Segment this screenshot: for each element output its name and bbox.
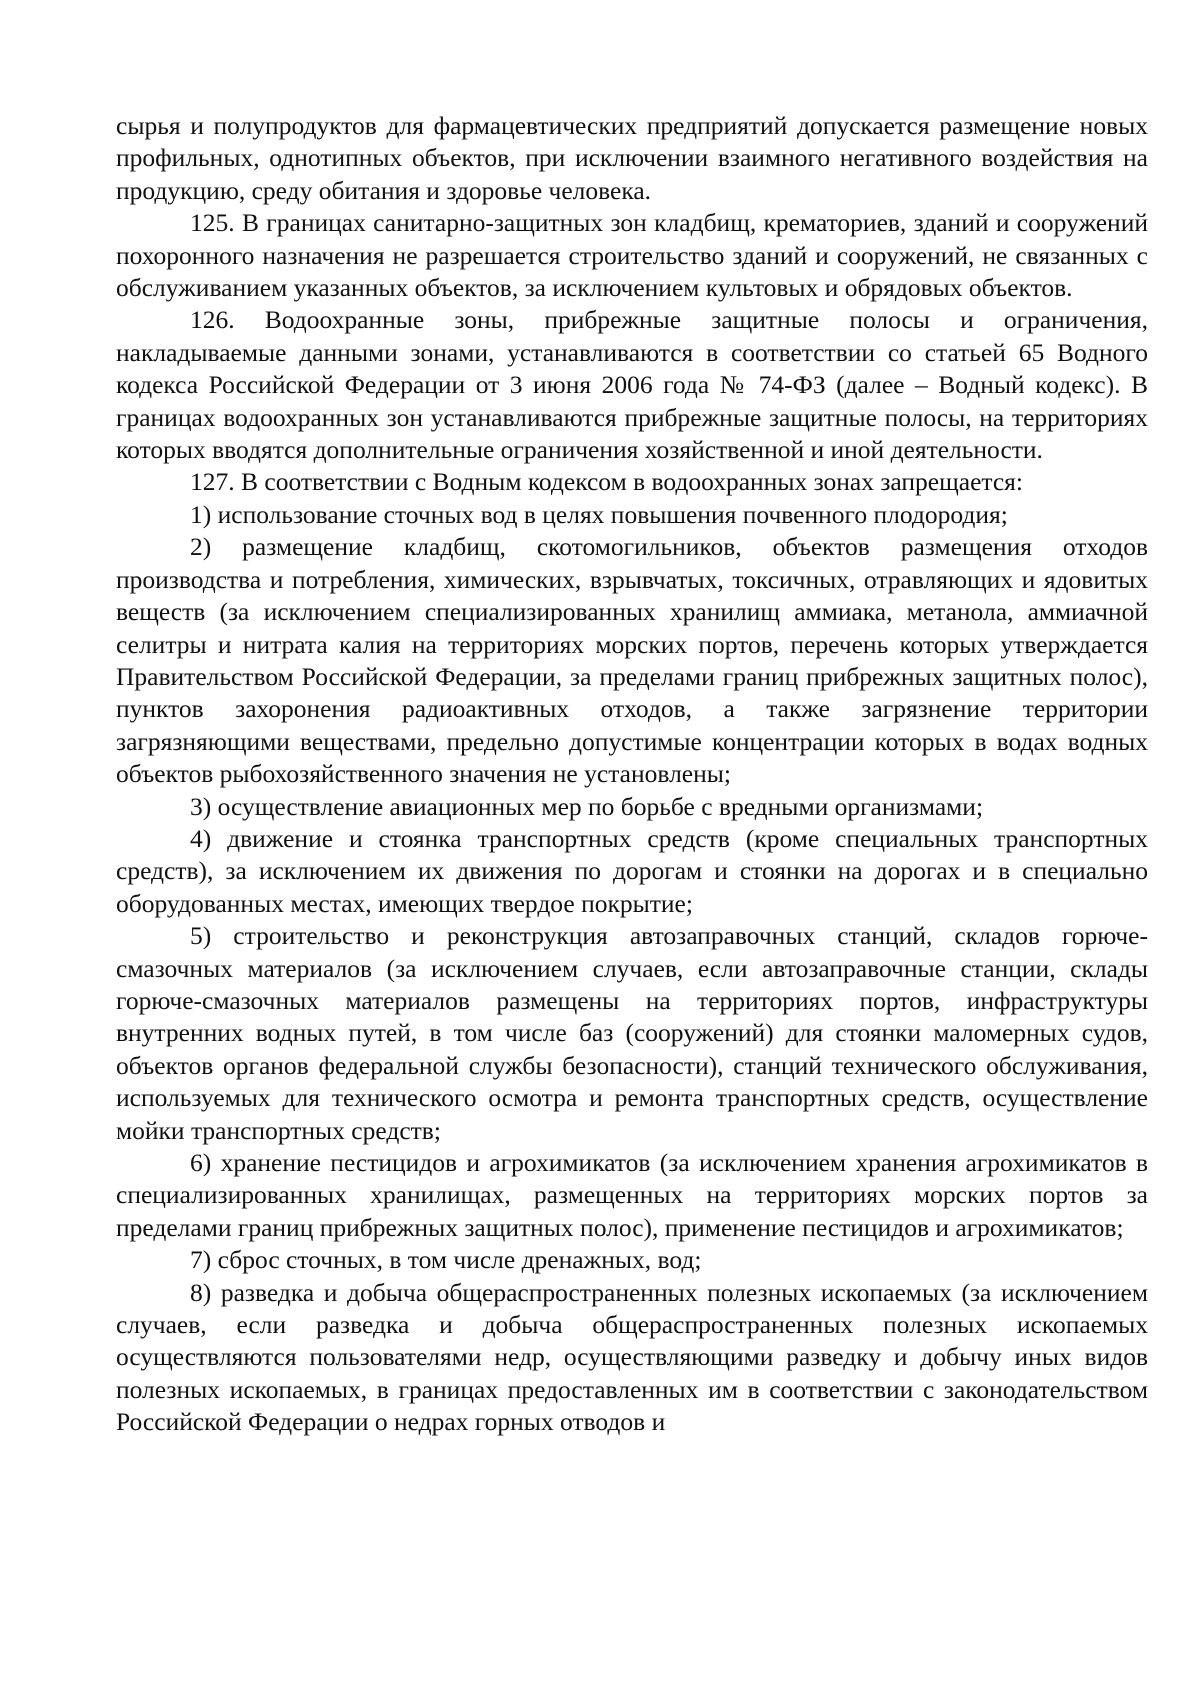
paragraph-127: 127. В соответствии с Водным кодексом в водоохранных зонах запрещается:	[190, 467, 1023, 497]
list-item-2: 2) размещение кладбищ, скотомогильников, объектов размещения отходов производства и потребления, химических, взрывчатых, токсичных, отравляющих и ядовитых веществ (за исключением специализированных хранилищ аммиака, метанола, аммиачной селитры и нитрата калия на территориях морских портов, перечень которых утверждается Правительством Российской Федерации, за пределами границ прибрежных защитных полос), пунктов захоронения радиоактивных отходов, а также загрязнение территории загрязняющими веществами, предельно допустимые концентрации которых в водах водных объектов рыбохозяйственного значения не установлены;	[116, 532, 1148, 789]
document-body	[116, 110, 1148, 1439]
list-item-8: 8) разведка и добыча общераспространенных полезных ископаемых (за исключением случаев, если разведка и добыча общераспространенных полезных ископаемых осуществляются пользователями недр, осуществляющими разведку и добычу иных видов полезных ископаемых, в границах предоставленных им в соответствии с законодательством Российской Федерации о недрах горных отводов и	[116, 1277, 1148, 1437]
list-item-1: 1) использование сточных вод в целях повышения почвенного плодородия;	[190, 499, 1008, 529]
list-item-3: 3) осуществление авиационных мер по борьбе с вредными организмами;	[190, 791, 984, 821]
list-item-6: 6) хранение пестицидов и агрохимикатов (за исключением хранения агрохимикатов в специализированных хранилищах, размещенных на территориях морских портов за пределами границ прибрежных защитных полос), применение пестицидов и агрохимикатов;	[116, 1148, 1148, 1242]
list-item-5: 5) строительство и реконструкция автозаправочных станций, складов горюче-смазочных материалов (за исключением случаев, если автозаправочные станции, склады горюче-смазочных материалов размещены на территориях портов, инфраструктуры внутренних водных путей, в том числе баз (сооружений) для стоянки маломерных судов, объектов органов федеральной службы безопасности), станций технического обслуживания, используемых для технического осмотра и ремонта транспортных средств, осуществление мойки транспортных средств;	[116, 921, 1148, 1145]
paragraph-125: 125. В границах санитарно-защитных зон кладбищ, крематориев, зданий и сооружений похоронного назначения не разрешается строительство зданий и сооружений, не связанных с обслуживанием указанных объектов, за исключением культовых и обрядовых объектов.	[116, 208, 1148, 303]
list-item-4: 4) движение и стоянка транспортных средств (кроме специальных транспортных средств), за исключением их движения по дорогам и стоянки на дорогах и в специально оборудованных местах, имеющих твердое покрытие;	[116, 823, 1148, 918]
list-item-7: 7) сброс сточных, в том числе дренажных, вод;	[190, 1245, 702, 1275]
paragraph-126: 126. Водоохранные зоны, прибрежные защитные полосы и ограничения, накладываемые данными зонами, устанавливаются в соответствии со статьей 65 Водного кодекса Российской Федерации от 3 июня 2006 года № 74-ФЗ (далее – Водный кодекс). В границах водоохранных зон устанавливаются прибрежные защитные полосы, на территориях которых вводятся дополнительные ограничения хозяйственной и иной деятельности.	[116, 305, 1148, 465]
paragraph-continuation: сырья и полупродуктов для фармацевтических предприятий допускается размещение новых профильных, однотипных объектов, при исключении взаимного негативного воздействия на продукцию, среду обитания и здоровье человека.	[116, 111, 1148, 205]
